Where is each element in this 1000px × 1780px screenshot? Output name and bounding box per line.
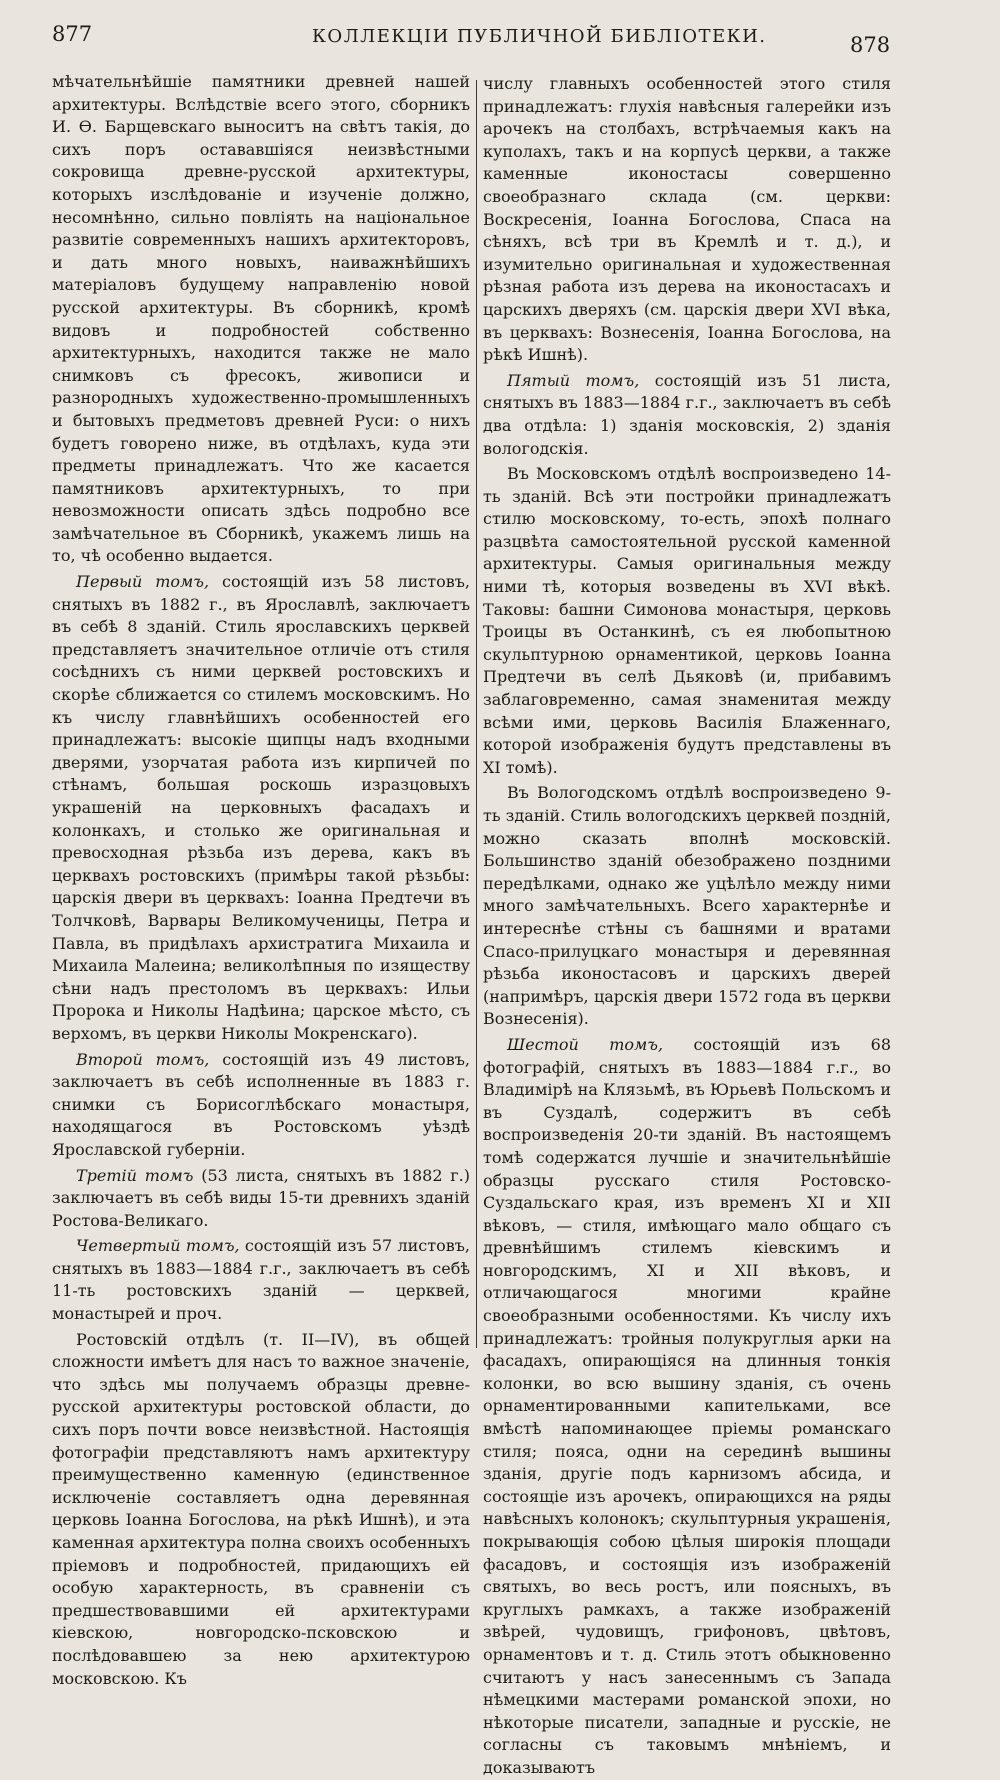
column-divider xyxy=(476,80,477,1348)
paragraph-volume-6 xyxy=(483,1034,891,1780)
paragraph: мѣчательнѣйшіе памятники древней нашей архитектуры. Вслѣдствіе всего этого, сборникъ И. Ѳ. Барщевскаго выноситъ на свѣтъ такія, до сихъ поръ остававшіяся неизвѣстными сокровища древне-русской архитектуры, которыхъ изслѣдованіе и изученіе должно, несомнѣнно, сильно повліять на національное развитіе современныхъ нашихъ архитекторовъ, и дать много новыхъ, наиважнѣйшихъ матеріаловъ будущему направленію новой русской архитектуры. Въ сборникѣ, кромѣ видовъ и подробностей собственно архитектурныхъ, находится также не мало снимковъ съ фресокъ, живописи и разнородныхъ художественно-промышленныхъ и бытовыхъ предметовъ древней Руси: о нихъ будетъ говорено ниже, въ отдѣлахъ, куда эти предметы принадлежатъ. Что же касается памятниковъ архитектурныхъ, то при невозможности описать здѣсь подробно все замѣчательное въ Сборникѣ, укажемъ лишь на то, чѣ особенно выдается. xyxy=(52,72,470,566)
volume-label: Третій томъ xyxy=(76,1165,194,1185)
volume-label: Первый томъ, xyxy=(76,572,210,592)
paragraph: Ростовскій отдѣлъ (т. II—IV), въ общей сложности имѣетъ для насъ то важное значеніе, что здѣсь мы получаемъ образцы древне-русской архитектуры ростовской области, до сихъ поръ почти вовсе неизвѣстной. Настоящія фотографіи представляютъ намъ архитектуру преимущественно каменную (единственное исключеніе составляетъ одна деревянная церковь Іоанна Богослова, на рѣкѣ Ишнѣ), и эта каменная архитектура полна своихъ особенныхъ пріемовъ и подробностей, придающихъ ей особую характерность, въ сравненіи съ предшествовавшими ей архитектурами кіевскою, новгородско-псковскою и послѣдовавшею за нею архитектурою московскою. Къ xyxy=(52,1329,470,1688)
paragraph: Въ Вологодскомъ отдѣлѣ воспроизведено 9-ть зданій. Стиль вологодскихъ церквей поздній, можно сказать вполнѣ московскій. Большинство зданій обезображено поздними передѣлками, однако же уцѣлѣло между ними много замѣчательныхъ. Всего характернѣе и интереснѣе стѣны съ башнями и вратами Спасо-прилуцкаго монастыря и деревянная рѣзьба иконостасовъ и царскихъ дверей (напримѣръ, царскія двери 1572 года въ церкви Вознесенія). xyxy=(483,783,891,1029)
paragraph-text: состоящій изъ 57 листовъ, снятыхъ въ 1883—1884 г.г., заключаетъ въ себѣ 11-ть ростовскихъ зданій — церквей, монастырей и проч. xyxy=(52,1236,470,1324)
volume-label: Второй томъ, xyxy=(76,1049,210,1069)
paragraph: числу главныхъ особенностей этого стиля принадлежатъ: глухія навѣсныя галерейки изъ арочекъ на столбахъ, встрѣчаемыя какъ на куполахъ, такъ и на корпусѣ церкви, а также каменные иконостасы совершенно своеобразнаго склада (см. церкви: Воскресенія, Іоанна Богослова, Спаса на сѣняхъ, всѣ три въ Кремлѣ и т. д.), и изумительно оригинальная и художественная рѣзная работа изъ дерева на иконостасахъ и царскихъ дверяхъ (см. царскія двери XVI вѣка, въ церквахъ: Вознесенія, Іоанна Богослова, на рѣкѣ Ишнѣ). xyxy=(483,74,891,365)
paragraph-text: (53 листа, снятыхъ въ 1882 г.) заключаетъ въ себѣ виды 15-ти древнихъ зданій Ростова-Великаго. xyxy=(52,1165,470,1230)
paragraph-text: состоящій изъ 68 фотографій, снятыхъ въ 1883—1884 г.г., во Владимірѣ на Клязьмѣ, въ Юрьевѣ Польскомъ и въ Суздалѣ, содержитъ въ себѣ воспроизведенія 20-ти зданій. Въ настоящемъ томѣ содержатся лучшіе и значительнѣйшіе образцы русскаго стиля Ростовско-Суздальскаго края, изъ временъ XI и XII вѣковъ, — стиля, имѣющаго мало общаго съ древнѣйшимъ стилемъ кіевскимъ и новгородскимъ, XI и XII вѣковъ, и отличающагося многими крайне своеобразными особенностями. Къ числу ихъ принадлежатъ: тройныя полукруглыя арки на фасадахъ, опирающіяся на длинныя тонкія колонки, во всю вышину зданія, съ очень орнаментированными капительками, все вмѣстѣ напоминающее пріемы романскаго стиля; пояса, одни на серединѣ вышины зданія, другіе подъ карнизомъ абсида, и состоящіе изъ арочекъ, опирающихся на ряды навѣсныхъ колонокъ; скульптурныя украшенія, покрывающія собою цѣлыя широкія площади фасадовъ, и состоящія изъ изображеній святыхъ, во весь ростъ, или поясныхъ, въ круглыхъ рамкахъ, а также изображеній звѣрей, чудовищъ, грифоновъ, цвѣтовъ, орнаментовъ и т. д. Стиль этотъ обыкновенно считаютъ у насъ занесеннымъ съ Запада нѣмецкими мастерами романской эпохи, но нѣкоторые писатели, западные и русскіе, не согласны съ таковымъ мнѣніемъ, и доказываютъ xyxy=(483,1034,891,1777)
page-number-right: 878 xyxy=(850,33,891,57)
right-column xyxy=(483,73,892,1777)
paragraph-volume-2 xyxy=(52,1049,470,1162)
paragraph-volume-4 xyxy=(52,1235,470,1325)
paragraph-text: состоящій изъ 58 листовъ, снятыхъ въ 1882 г., въ Ярославлѣ, заключаетъ въ себѣ 8 зданій. Стиль ярославскихъ церквей представляетъ значительное отличіе отъ стиля сосѣднихъ съ ними церквей ростовскихъ и скорѣе сближается со стилемъ московскимъ. Но къ числу главнѣйшихъ особенностей его принадлежатъ: высокіе щипцы надъ входными дверями, узорчатая работа изъ кирпичей по стѣнамъ, большая роскошь изразцовыхъ украшеній на церковныхъ фасадахъ и колонкахъ, и столько же оригинальная и превосходная рѣзьба изъ дерева, какъ въ церквахъ ростовскихъ (примѣры такой рѣзьбы: царскія двери въ церквахъ: Іоанна Предтечи въ Толчковѣ, Варвары Великомученицы, Петра и Павла, въ придѣлахъ архистратига Михаила и Михаила Малеина; великолѣпныя по изяществу сѣни надъ престоломъ въ церквахъ: Ильи Пророка и Николы Надѣина; царское мѣсто, съ верхомъ, въ церкви Николы Мокренскаго). xyxy=(52,572,471,1043)
paragraph-volume-5 xyxy=(483,370,891,460)
paragraph: Въ Московскомъ отдѣлѣ воспроизведено 14-ть зданій. Всѣ эти постройки принадлежатъ стилю московскому, то-есть, эпохѣ полнаго разцвѣта самостоятельной русской каменной архитектуры. Самыя оригинальныя между ними тѣ, которыя возведены въ XVI вѣкѣ. Таковы: башни Симонова монастыря, церковь Троицы въ Останкинѣ, съ ея любопытною скульптурною орнаментикой, церковь Іоанна Предтечи въ селѣ Дьяковѣ (и, прибавимъ заблаговременно, самая знаменитая между всѣми ими, церковь Василія Блаженнаго, которой изображенія будутъ представлены въ XI томѣ). xyxy=(483,464,891,777)
paragraph-volume-1 xyxy=(52,571,470,1045)
volume-label: Шестой томъ, xyxy=(507,1034,664,1054)
running-title: КОЛЛЕКЦІИ ПУБЛИЧНОЙ БИБЛІОТЕКИ. xyxy=(312,26,767,47)
volume-label: Четвертый томъ, xyxy=(76,1236,240,1256)
paragraph-text: состоящій изъ 49 листовъ, заключаетъ въ себѣ исполненные въ 1883 г. снимки съ Борисоглѣбскаго монастыря, находящагося въ Ростовскомъ уѣздѣ Ярославской губерніи. xyxy=(52,1049,471,1159)
paragraph-text: состоящій изъ 51 листа, снятыхъ въ 1883—1884 г.г., заключаетъ въ себѣ два отдѣла: 1) зданія московскія, 2) зданія вологодскія. xyxy=(483,370,892,458)
volume-label: Пятый томъ, xyxy=(507,370,640,390)
left-column xyxy=(52,71,471,1688)
paragraph-volume-3 xyxy=(52,1165,470,1233)
page-number-left: 877 xyxy=(52,22,93,46)
